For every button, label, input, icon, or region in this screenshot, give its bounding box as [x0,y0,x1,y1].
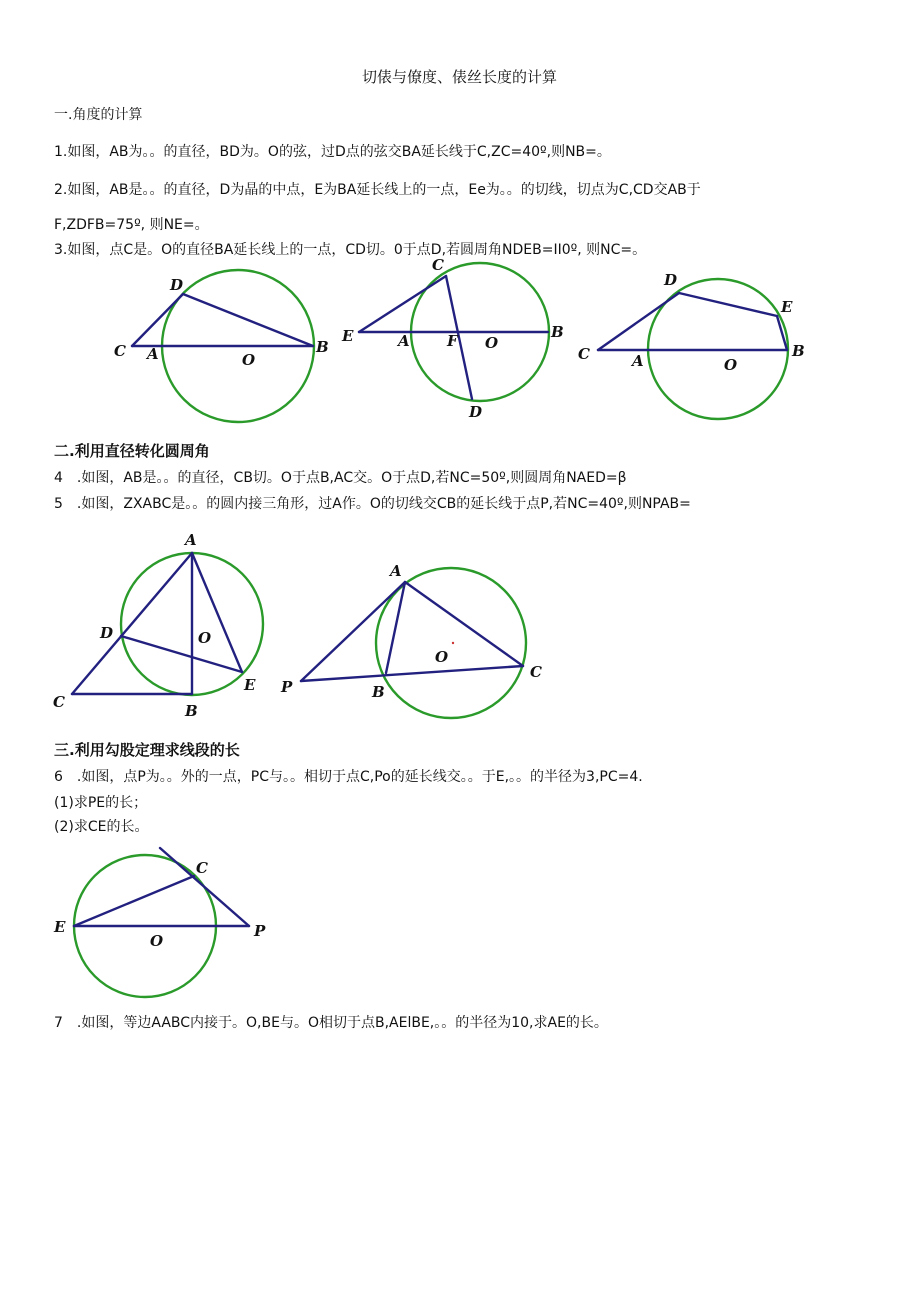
fig4-label-O: O [198,629,212,647]
question-2-line1: 2.如图，AB是。。的直径，D为晶的中点，E为BA延长线上的一点，Ee为。。的切线，切点为C,CD交AB于 [54,182,701,198]
fig5-label-B: B [372,683,385,701]
fig1-label-D: D [170,276,184,294]
fig2-label-C: C [432,256,444,274]
fig2-label-E: E [342,327,354,345]
question-4: 4 .如图，AB是。。的直径，CB切。O于点B,AC交。O于点D,若NC=50º,则圆周角NAED=β [54,470,627,486]
question-6: 6 .如图，点P为。。外的一点，PC与。。相切于点C,Po的延长线交。。于E,。。的半径为3,PC=4. [54,769,643,785]
fig4-label-C: C [53,693,65,711]
fig3-label-E: E [781,298,793,316]
fig4-label-B: B [185,702,198,720]
fig6-label-E: E [54,918,66,936]
fig1-label-C: C [114,342,126,360]
question-3: 3.如图，点C是。O的直径BA延长线上的一点，CD切。0于点D,若圆周角NDEB=II0º, 则NC=。 [54,242,647,258]
fig6-line-EC [74,876,194,926]
section3-heading: 三.利用勾股定理求线段的长 [54,741,240,759]
fig4-label-A: A [185,531,197,549]
fig4-label-D: D [100,624,114,642]
fig1-label-O: O [242,351,256,369]
fig5-label-A: A [390,562,402,580]
fig3-label-B: B [792,342,805,360]
fig3-label-C: C [578,345,590,363]
question-6-part2: (2)求CE的长。 [54,819,149,835]
fig4-label-E: E [244,676,256,694]
question-2-line2: F,ZDFB=75º, 则NE=。 [54,217,209,233]
fig6-label-C: C [196,859,208,877]
question-6-part1: (1)求PE的长； [54,795,148,811]
fig2-label-D: D [469,403,483,421]
question-1: 1.如图，AB为。。的直径，BD为。O的弦，过D点的弦交BA延长线于C,ZC=40º,则NB=。 [54,144,611,160]
fig1-label-A: A [147,345,159,363]
fig3-label-D: D [664,271,678,289]
fig3-label-O: O [724,356,738,374]
fig1-label-B: B [316,338,329,356]
fig3-label-A: A [632,352,644,370]
fig2-label-F: F [447,332,458,350]
section1-heading: 一.角度的计算 [54,107,143,123]
page-title: 切俵与僚度、俵丝长度的计算 [362,68,558,86]
fig2-label-A: A [398,332,410,350]
section2-heading: 二.利用直径转化圆周角 [54,442,210,460]
question-5: 5 .如图，ZXABC是。。的圆内接三角形，过A作。O的切线交CB的延长线于点P,若NC=40º,则NPAB= [54,496,691,512]
fig5-label-P: P [281,678,293,696]
fig2-label-O: O [485,334,499,352]
fig5-label-O: O [435,648,449,666]
fig6-label-O: O [150,932,164,950]
fig2-label-B: B [551,323,564,341]
fig5-label-C: C [530,663,542,681]
question-7: 7 .如图，等边AABC内接于。O,BE与。O相切于点B,AElBE,。。的半径为10,求AE的长。 [54,1015,608,1031]
fig6-label-P: P [254,922,266,940]
